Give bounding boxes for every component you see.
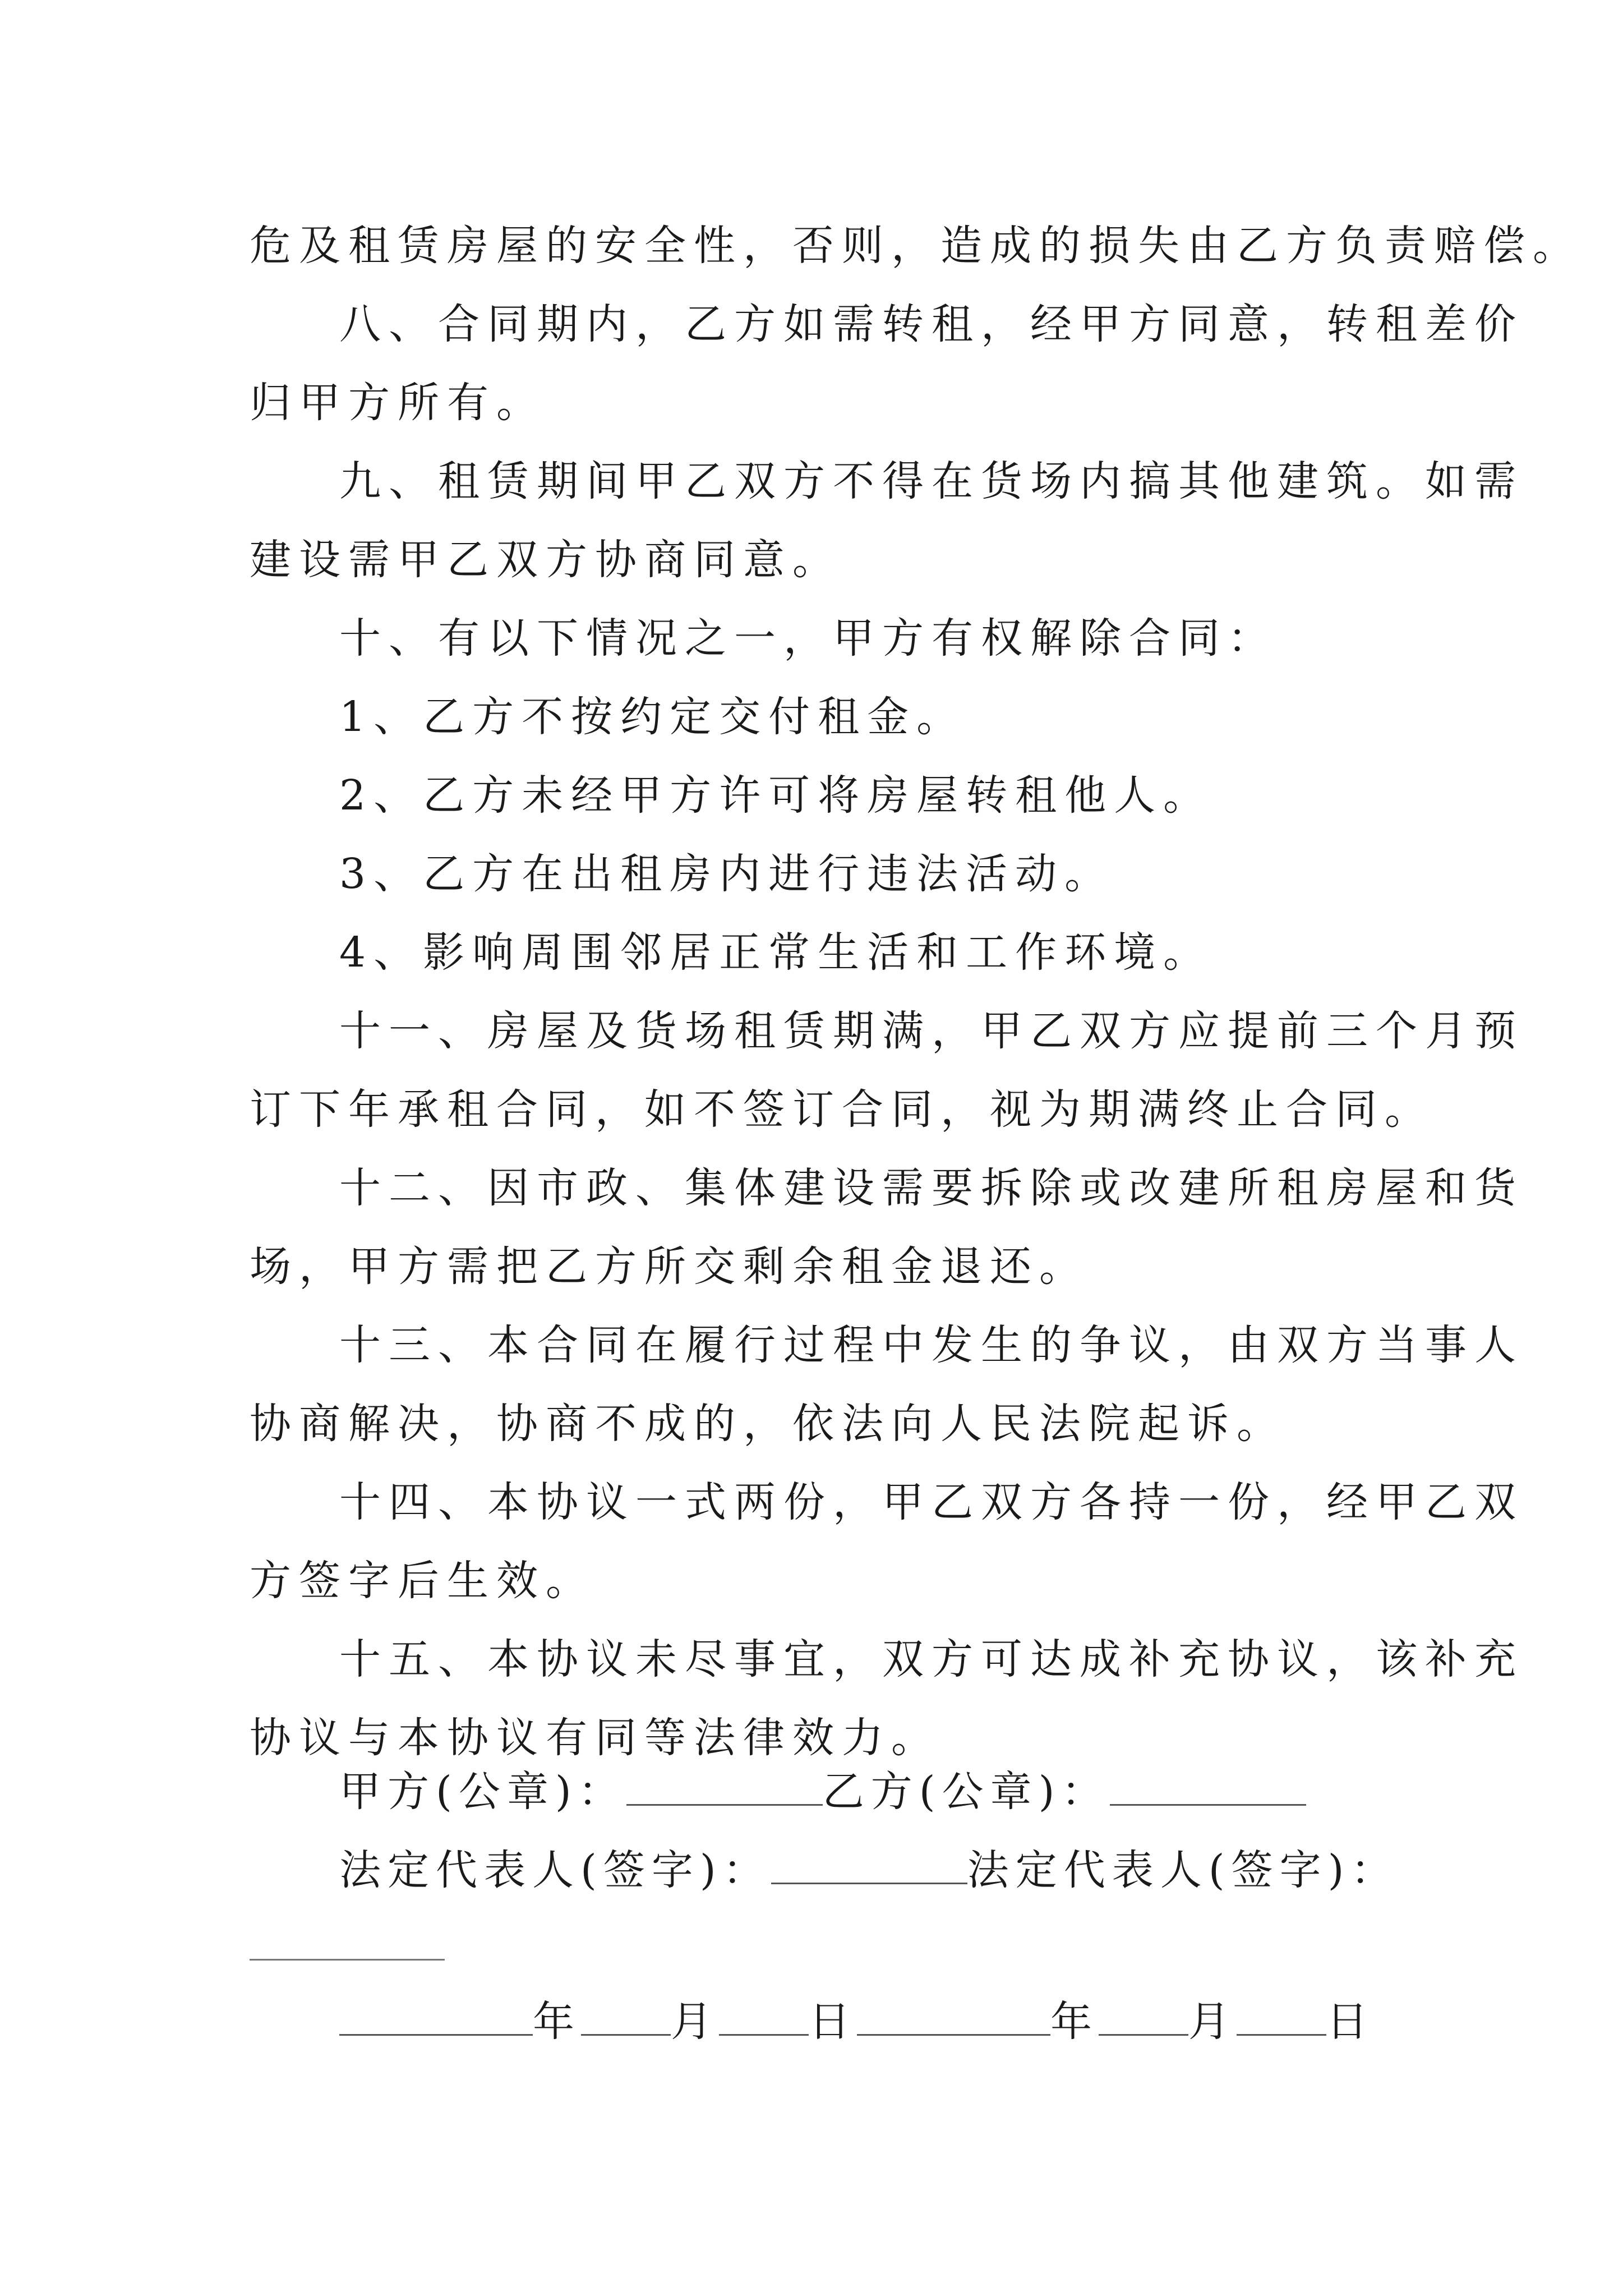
clause-8-line-1: 八、合同期内，乙方如需转租，经甲方同意，转租差价 bbox=[339, 300, 1524, 348]
party-b-seal-label: 乙方(公章)： bbox=[822, 1768, 1110, 1816]
clause-10-heading: 十、有以下情况之一，甲方有权解除合同： bbox=[339, 614, 1277, 662]
party-b-rep-label: 法定代表人(签字)： bbox=[967, 1846, 1399, 1894]
clause-13-line-1: 十三、本合同在履行过程中发生的争议，由双方当事人 bbox=[339, 1321, 1524, 1369]
date-a-year-label: 年 bbox=[533, 1998, 581, 2046]
clause-15-line-2: 协议与本协议有同等法律效力。 bbox=[250, 1714, 940, 1762]
clause-11-line-1: 十一、房屋及货场租赁期满，甲乙双方应提前三个月预 bbox=[339, 1007, 1524, 1055]
clause-15-line-1: 十五、本协议未尽事宜，双方可达成补充协议，该补充 bbox=[339, 1635, 1524, 1683]
representative-line bbox=[339, 1837, 1399, 1897]
date-b-day-blank[interactable] bbox=[1237, 2000, 1326, 2036]
date-a-year-blank[interactable] bbox=[339, 2000, 533, 2036]
date-b-year-label: 年 bbox=[1050, 1998, 1099, 2046]
date-a-month-label: 月 bbox=[671, 1998, 719, 2046]
date-b-year-blank[interactable] bbox=[857, 2000, 1050, 2036]
clause-14-line-1: 十四、本协议一式两份，甲乙双方各持一份，经甲乙双 bbox=[339, 1478, 1524, 1526]
text-line: 危及租赁房屋的安全性，否则，造成的损失由乙方负责赔偿。 bbox=[250, 222, 1582, 270]
clause-10-item-4: 4、影响周围邻居正常生活和工作环境。 bbox=[339, 928, 1213, 977]
clause-9-line-2: 建设需甲乙双方协商同意。 bbox=[250, 536, 842, 584]
party-a-seal-label: 甲方(公章)： bbox=[339, 1768, 626, 1816]
contract-body bbox=[250, 206, 1582, 1777]
date-a-day-blank[interactable] bbox=[719, 2000, 809, 2036]
party-a-seal-blank[interactable] bbox=[626, 1770, 823, 1806]
clause-9-line-1: 九、租赁期间甲乙双方不得在货场内搞其他建筑。如需 bbox=[339, 457, 1524, 505]
party-b-rep-blank[interactable] bbox=[250, 1959, 445, 1961]
party-a-rep-label: 法定代表人(签字)： bbox=[339, 1846, 771, 1894]
party-a-rep-blank[interactable] bbox=[771, 1849, 967, 1884]
clause-10-item-1: 1、乙方不按约定交付租金。 bbox=[339, 693, 966, 741]
party-b-seal-blank[interactable] bbox=[1110, 1770, 1306, 1806]
date-line bbox=[339, 1989, 1375, 2048]
seal-line bbox=[339, 1759, 1306, 1818]
clause-12-line-2: 场，甲方需把乙方所交剩余租金退还。 bbox=[250, 1243, 1089, 1291]
clause-8-line-2: 归甲方所有。 bbox=[250, 379, 546, 427]
clause-13-line-2: 协商解决，协商不成的，依法向人民法院起诉。 bbox=[250, 1400, 1286, 1448]
date-a-day-label: 日 bbox=[809, 1998, 857, 2046]
clause-11-line-2: 订下年承租合同，如不签订合同，视为期满终止合同。 bbox=[250, 1085, 1434, 1134]
clause-12-line-1: 十二、因市政、集体建设需要拆除或改建所租房屋和货 bbox=[339, 1164, 1524, 1212]
clause-10-item-2: 2、乙方未经甲方许可将房屋转租他人。 bbox=[339, 771, 1213, 820]
date-b-day-label: 日 bbox=[1326, 1998, 1375, 2046]
clause-10-item-3: 3、乙方在出租房内进行违法活动。 bbox=[339, 850, 1114, 898]
clause-14-line-2: 方签字后生效。 bbox=[250, 1557, 595, 1605]
date-b-month-label: 月 bbox=[1188, 1998, 1237, 2046]
date-b-month-blank[interactable] bbox=[1099, 2000, 1188, 2036]
date-a-month-blank[interactable] bbox=[581, 2000, 671, 2036]
